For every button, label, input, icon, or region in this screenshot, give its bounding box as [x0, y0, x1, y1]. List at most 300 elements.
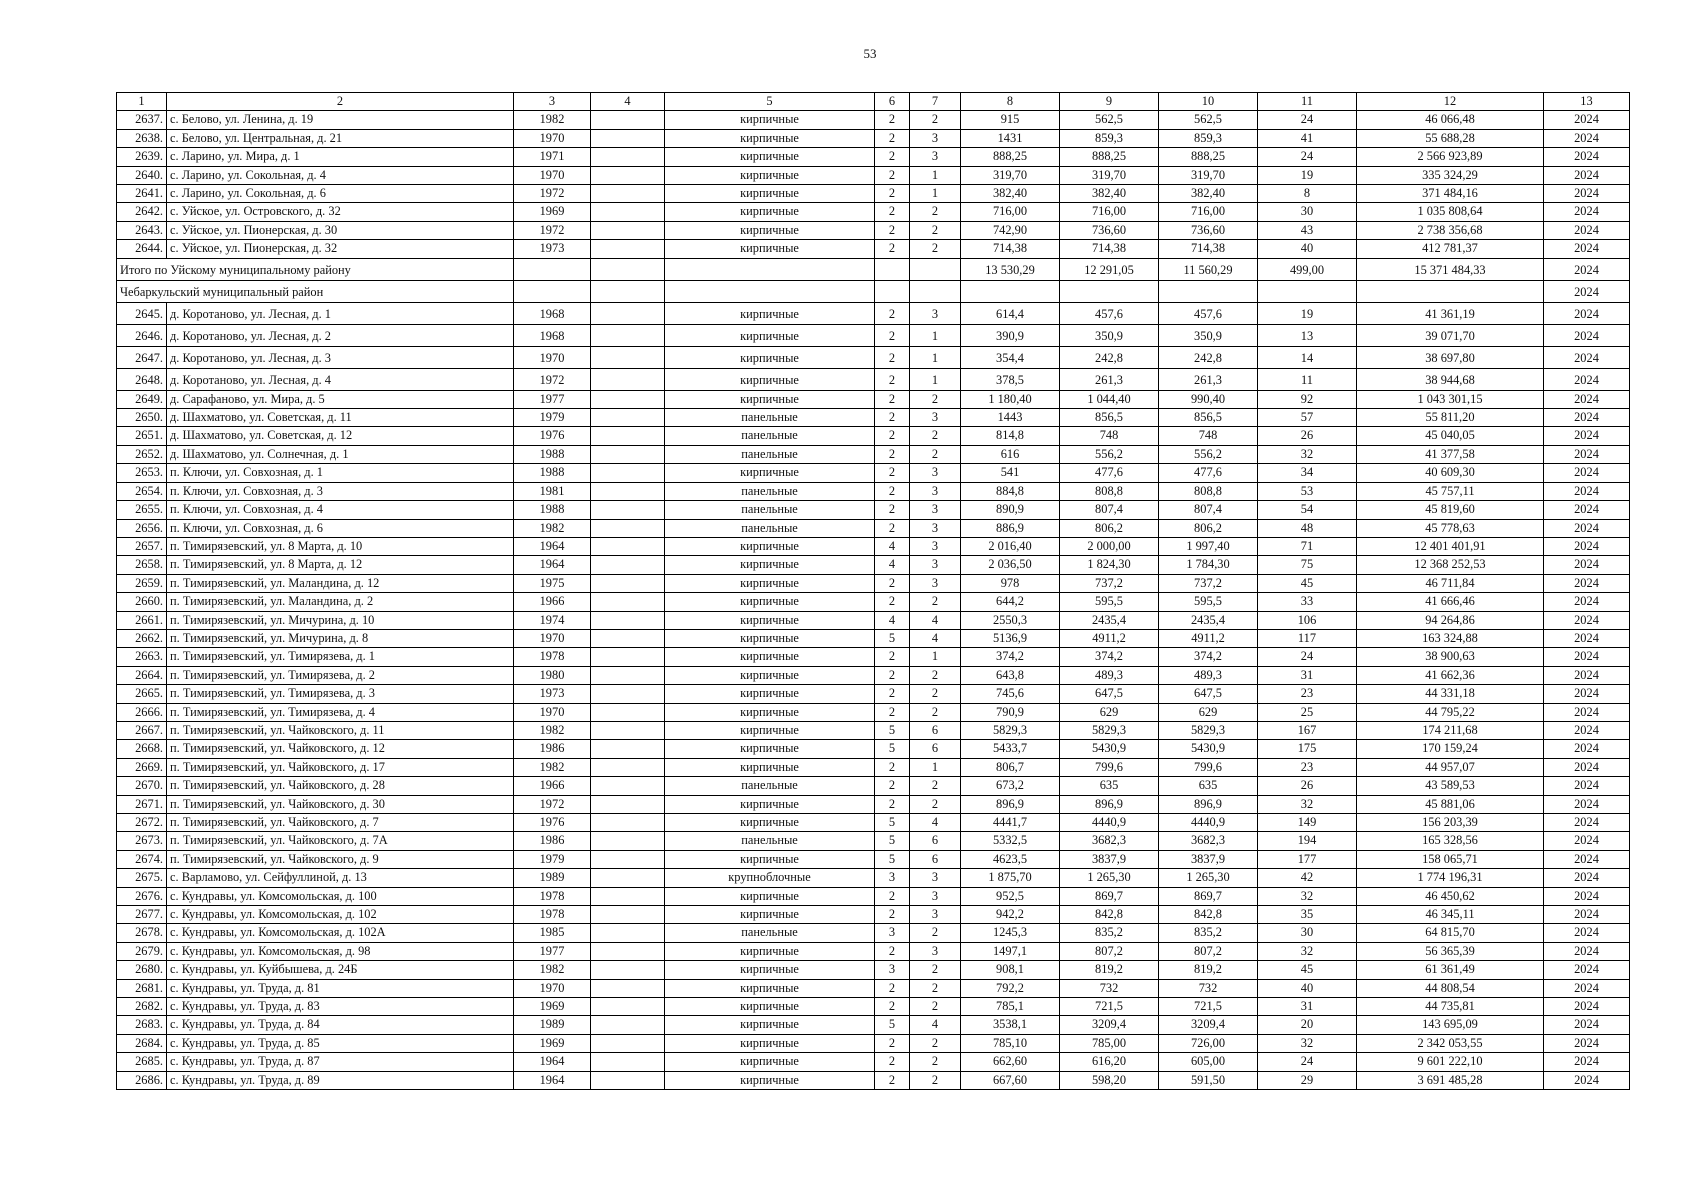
year-cell: 1986 — [514, 740, 591, 758]
table-row — [117, 795, 1630, 813]
area-cell: 5430,9 — [1060, 740, 1159, 758]
living-area-cell: 374,2 — [1159, 648, 1258, 666]
year-plan-cell: 2024 — [1544, 887, 1630, 905]
row-number-cell: 2682. — [117, 998, 167, 1016]
year-plan-cell: 2024 — [1544, 556, 1630, 574]
entrances-cell: 3 — [910, 501, 961, 519]
wall-material-cell: кирпичные — [665, 740, 875, 758]
wall-material-cell: кирпичные — [665, 148, 875, 166]
year-cell: 1979 — [514, 850, 591, 868]
residents-cell: 14 — [1258, 346, 1357, 368]
residents-cell: 149 — [1258, 814, 1357, 832]
wall-material-cell: крупноблочные — [665, 869, 875, 887]
area-cell: 556,2 — [1060, 445, 1159, 463]
area-cell: 807,2 — [1060, 942, 1159, 960]
row-number-cell: 2667. — [117, 721, 167, 739]
residents-cell: 40 — [1258, 240, 1357, 258]
total-area-cell: 884,8 — [961, 482, 1060, 500]
cost-cell: 2 738 356,68 — [1357, 221, 1544, 239]
year-cell: 1970 — [514, 166, 591, 184]
table-row — [117, 464, 1630, 482]
area-cell: 1 044,40 — [1060, 390, 1159, 408]
entrances-cell: 4 — [910, 814, 961, 832]
floors-cell: 2 — [875, 346, 910, 368]
living-area-cell: 716,00 — [1159, 203, 1258, 221]
row-number-cell: 2644. — [117, 240, 167, 258]
total-area-cell: 5136,9 — [961, 629, 1060, 647]
total-area-cell: 541 — [961, 464, 1060, 482]
col4-cell — [591, 869, 665, 887]
year-plan-cell: 2024 — [1544, 148, 1630, 166]
wall-material-cell: панельные — [665, 777, 875, 795]
residents-cell: 45 — [1258, 574, 1357, 592]
entrances-cell: 3 — [910, 556, 961, 574]
table-row — [117, 166, 1630, 184]
address-cell: с. Уйское, ул. Островского, д. 32 — [167, 203, 514, 221]
year-cell: 1989 — [514, 869, 591, 887]
area-cell: 374,2 — [1060, 648, 1159, 666]
entrances-cell: 2 — [910, 1034, 961, 1052]
year-plan-cell: 2024 — [1544, 302, 1630, 324]
wall-material-cell: кирпичные — [665, 574, 875, 592]
living-area-cell: 1 265,30 — [1159, 869, 1258, 887]
wall-material-cell: кирпичные — [665, 961, 875, 979]
year-plan-cell: 2024 — [1544, 111, 1630, 129]
cost-cell: 3 691 485,28 — [1357, 1071, 1544, 1089]
wall-material-cell: панельные — [665, 482, 875, 500]
table-row — [117, 611, 1630, 629]
living-area-cell: 714,38 — [1159, 240, 1258, 258]
area-cell: 859,3 — [1060, 129, 1159, 147]
year-cell: 1968 — [514, 324, 591, 346]
row-number-cell: 2678. — [117, 924, 167, 942]
living-area-cell: 799,6 — [1159, 758, 1258, 776]
residents-cell: 20 — [1258, 1016, 1357, 1034]
wall-material-cell: кирпичные — [665, 998, 875, 1016]
year-cell: 1985 — [514, 924, 591, 942]
address-cell: с. Кундравы, ул. Комсомольская, д. 102А — [167, 924, 514, 942]
residents-cell: 32 — [1258, 795, 1357, 813]
address-cell: п. Тимирязевский, ул. Тимирязева, д. 1 — [167, 648, 514, 666]
year-cell: 1982 — [514, 111, 591, 129]
year-plan-cell: 2024 — [1544, 611, 1630, 629]
year-cell: 1980 — [514, 666, 591, 684]
wall-material-cell: кирпичные — [665, 203, 875, 221]
total-area-cell: 12 291,05 — [1060, 258, 1159, 280]
year-plan-cell: 2024 — [1544, 129, 1630, 147]
floors-cell: 2 — [875, 445, 910, 463]
col4-cell — [591, 611, 665, 629]
total-area-cell: 1497,1 — [961, 942, 1060, 960]
floors-cell: 5 — [875, 629, 910, 647]
col4-cell — [591, 390, 665, 408]
area-cell: 785,00 — [1060, 1034, 1159, 1052]
area-cell: 319,70 — [1060, 166, 1159, 184]
cost-cell: 46 450,62 — [1357, 887, 1544, 905]
cost-cell: 44 735,81 — [1357, 998, 1544, 1016]
table-row — [117, 814, 1630, 832]
year-cell: 1982 — [514, 961, 591, 979]
year-plan-cell: 2024 — [1544, 258, 1630, 280]
total-area-cell: 888,25 — [961, 148, 1060, 166]
area-cell: 629 — [1060, 703, 1159, 721]
residents-cell: 177 — [1258, 850, 1357, 868]
wall-material-cell: кирпичные — [665, 185, 875, 203]
address-cell: с. Ларино, ул. Мира, д. 1 — [167, 148, 514, 166]
living-area-cell: 350,9 — [1159, 324, 1258, 346]
year-plan-cell: 2024 — [1544, 482, 1630, 500]
cost-cell: 2 342 053,55 — [1357, 1034, 1544, 1052]
row-number-cell: 2669. — [117, 758, 167, 776]
table-row — [117, 1053, 1630, 1071]
area-cell: 807,4 — [1060, 501, 1159, 519]
area-cell: 732 — [1060, 979, 1159, 997]
living-area-cell: 856,5 — [1159, 409, 1258, 427]
entrances-cell: 3 — [910, 148, 961, 166]
floors-cell: 2 — [875, 1071, 910, 1089]
row-number-cell: 2671. — [117, 795, 167, 813]
table-row — [117, 979, 1630, 997]
area-cell: 869,7 — [1060, 887, 1159, 905]
year-cell: 1982 — [514, 758, 591, 776]
col4-cell — [591, 814, 665, 832]
floors-cell: 2 — [875, 111, 910, 129]
wall-material-cell: кирпичные — [665, 1071, 875, 1089]
table-row — [117, 324, 1630, 346]
wall-material-cell: кирпичные — [665, 556, 875, 574]
address-cell: п. Ключи, ул. Совхозная, д. 1 — [167, 464, 514, 482]
address-cell: п. Тимирязевский, ул. Чайковского, д. 30 — [167, 795, 514, 813]
address-cell: с. Уйское, ул. Пионерская, д. 30 — [167, 221, 514, 239]
column-header: 2 — [167, 93, 514, 111]
total-area-cell: 5332,5 — [961, 832, 1060, 850]
address-cell: п. Ключи, ул. Совхозная, д. 4 — [167, 501, 514, 519]
wall-material-cell: кирпичные — [665, 537, 875, 555]
row-number-cell: 2640. — [117, 166, 167, 184]
floors-cell: 2 — [875, 166, 910, 184]
area-cell: 748 — [1060, 427, 1159, 445]
col4-cell — [591, 482, 665, 500]
address-cell: с. Кундравы, ул. Труда, д. 84 — [167, 1016, 514, 1034]
column-header: 5 — [665, 93, 875, 111]
cost-cell: 38 697,80 — [1357, 346, 1544, 368]
col4-cell — [591, 850, 665, 868]
cost-cell: 165 328,56 — [1357, 832, 1544, 850]
year-plan-cell: 2024 — [1544, 368, 1630, 390]
total-area-cell: 1 875,70 — [961, 869, 1060, 887]
row-number-cell: 2642. — [117, 203, 167, 221]
living-area-cell: 5829,3 — [1159, 721, 1258, 739]
residents-cell: 42 — [1258, 869, 1357, 887]
total-area-cell: 667,60 — [961, 1071, 1060, 1089]
wall-material-cell: кирпичные — [665, 324, 875, 346]
area-cell: 489,3 — [1060, 666, 1159, 684]
residents-cell: 19 — [1258, 302, 1357, 324]
row-number-cell: 2653. — [117, 464, 167, 482]
entrances-cell: 2 — [910, 961, 961, 979]
wall-material-cell: кирпичные — [665, 906, 875, 924]
entrances-cell: 3 — [910, 942, 961, 960]
address-cell: д. Сарафаново, ул. Мира, д. 5 — [167, 390, 514, 408]
address-cell: с. Белово, ул. Центральная, д. 21 — [167, 129, 514, 147]
row-number-cell: 2637. — [117, 111, 167, 129]
address-cell: п. Тимирязевский, ул. Чайковского, д. 12 — [167, 740, 514, 758]
floors-cell: 2 — [875, 390, 910, 408]
year-cell: 1982 — [514, 721, 591, 739]
table-row — [117, 740, 1630, 758]
year-cell: 1966 — [514, 777, 591, 795]
wall-material-cell: панельные — [665, 445, 875, 463]
floors-cell: 2 — [875, 240, 910, 258]
column-header: 9 — [1060, 93, 1159, 111]
year-plan-cell: 2024 — [1544, 979, 1630, 997]
address-cell: с. Кундравы, ул. Комсомольская, д. 100 — [167, 887, 514, 905]
row-number-cell: 2639. — [117, 148, 167, 166]
address-cell: п. Тимирязевский, ул. Чайковского, д. 17 — [167, 758, 514, 776]
cost-cell: 1 043 301,15 — [1357, 390, 1544, 408]
living-area-cell: 591,50 — [1159, 1071, 1258, 1089]
col4-cell — [591, 129, 665, 147]
year-plan-cell: 2024 — [1544, 906, 1630, 924]
year-cell: 1969 — [514, 998, 591, 1016]
floors-cell: 5 — [875, 832, 910, 850]
residents-cell: 23 — [1258, 685, 1357, 703]
address-cell: с. Кундравы, ул. Труда, д. 89 — [167, 1071, 514, 1089]
year-plan-cell: 2024 — [1544, 777, 1630, 795]
year-plan-cell: 2024 — [1544, 221, 1630, 239]
col4-cell — [591, 942, 665, 960]
cost-cell: 61 361,49 — [1357, 961, 1544, 979]
year-cell: 1978 — [514, 906, 591, 924]
year-plan-cell: 2024 — [1544, 203, 1630, 221]
total-area-cell: 915 — [961, 111, 1060, 129]
floors-cell: 2 — [875, 574, 910, 592]
address-cell: с. Ларино, ул. Сокольная, д. 4 — [167, 166, 514, 184]
wall-material-cell: кирпичные — [665, 887, 875, 905]
table-row — [117, 924, 1630, 942]
cost-cell: 371 484,16 — [1357, 185, 1544, 203]
area-cell: 721,5 — [1060, 998, 1159, 1016]
row-number-cell: 2645. — [117, 302, 167, 324]
address-cell: п. Тимирязевский, ул. Маландина, д. 2 — [167, 593, 514, 611]
table-row — [117, 850, 1630, 868]
year-cell: 1979 — [514, 409, 591, 427]
address-cell: п. Тимирязевский, ул. Тимирязева, д. 3 — [167, 685, 514, 703]
living-area-cell: 736,60 — [1159, 221, 1258, 239]
total-area-cell: 2 036,50 — [961, 556, 1060, 574]
wall-material-cell: панельные — [665, 501, 875, 519]
cost-cell: 44 795,22 — [1357, 703, 1544, 721]
year-cell: 1970 — [514, 703, 591, 721]
floors-cell: 5 — [875, 721, 910, 739]
floors-cell: 4 — [875, 537, 910, 555]
table-row — [117, 185, 1630, 203]
area-cell: 457,6 — [1060, 302, 1159, 324]
address-cell: д. Коротаново, ул. Лесная, д. 1 — [167, 302, 514, 324]
residents-cell: 31 — [1258, 998, 1357, 1016]
total-area-cell: 785,1 — [961, 998, 1060, 1016]
living-area-cell: 595,5 — [1159, 593, 1258, 611]
table-row — [117, 832, 1630, 850]
col4-cell — [591, 777, 665, 795]
table-row — [117, 648, 1630, 666]
living-area-cell: 807,2 — [1159, 942, 1258, 960]
area-cell: 714,38 — [1060, 240, 1159, 258]
cost-cell: 46 711,84 — [1357, 574, 1544, 592]
year-cell: 1982 — [514, 519, 591, 537]
row-number-cell: 2652. — [117, 445, 167, 463]
floors-cell: 4 — [875, 556, 910, 574]
cost-cell: 12 368 252,53 — [1357, 556, 1544, 574]
total-area-cell: 382,40 — [961, 185, 1060, 203]
wall-material-cell: кирпичные — [665, 1034, 875, 1052]
entrances-cell: 3 — [910, 464, 961, 482]
cost-cell: 1 774 196,31 — [1357, 869, 1544, 887]
residents-cell: 33 — [1258, 593, 1357, 611]
living-area-cell: 859,3 — [1159, 129, 1258, 147]
cost-cell: 46 066,48 — [1357, 111, 1544, 129]
entrances-cell: 2 — [910, 685, 961, 703]
floors-cell: 5 — [875, 814, 910, 832]
empty-cell — [875, 258, 910, 280]
row-number-cell: 2650. — [117, 409, 167, 427]
col4-cell — [591, 537, 665, 555]
floors-cell: 2 — [875, 427, 910, 445]
empty-cell — [514, 280, 591, 302]
entrances-cell: 3 — [910, 869, 961, 887]
floors-cell: 2 — [875, 685, 910, 703]
year-plan-cell: 2024 — [1544, 795, 1630, 813]
area-cell: 1 824,30 — [1060, 556, 1159, 574]
row-number-cell: 2651. — [117, 427, 167, 445]
wall-material-cell: кирпичные — [665, 221, 875, 239]
year-plan-cell: 2024 — [1544, 1034, 1630, 1052]
total-area-cell: 390,9 — [961, 324, 1060, 346]
cost-cell: 45 778,63 — [1357, 519, 1544, 537]
area-cell: 382,40 — [1060, 185, 1159, 203]
floors-cell: 5 — [875, 1016, 910, 1034]
living-area-cell: 990,40 — [1159, 390, 1258, 408]
table-row — [117, 942, 1630, 960]
cost-cell: 55 811,20 — [1357, 409, 1544, 427]
row-number-cell: 2681. — [117, 979, 167, 997]
area-cell: 2435,4 — [1060, 611, 1159, 629]
year-cell: 1988 — [514, 464, 591, 482]
total-label-cell: Итого по Уйскому муниципальному району — [117, 258, 514, 280]
empty-cell — [875, 280, 910, 302]
row-number-cell: 2649. — [117, 390, 167, 408]
col4-cell — [591, 979, 665, 997]
total-area-cell: 1443 — [961, 409, 1060, 427]
area-cell: 477,6 — [1060, 464, 1159, 482]
table-row — [117, 556, 1630, 574]
table-row — [117, 1016, 1630, 1034]
residents-cell: 32 — [1258, 445, 1357, 463]
floors-cell: 2 — [875, 593, 910, 611]
total-area-cell: 354,4 — [961, 346, 1060, 368]
entrances-cell: 2 — [910, 390, 961, 408]
year-cell: 1973 — [514, 240, 591, 258]
total-area-cell: 4623,5 — [961, 850, 1060, 868]
row-number-cell: 2683. — [117, 1016, 167, 1034]
address-cell: п. Тимирязевский, ул. 8 Марта, д. 12 — [167, 556, 514, 574]
residents-cell: 45 — [1258, 961, 1357, 979]
entrances-cell: 6 — [910, 850, 961, 868]
entrances-cell: 6 — [910, 740, 961, 758]
address-cell: п. Тимирязевский, ул. Мичурина, д. 10 — [167, 611, 514, 629]
col4-cell — [591, 795, 665, 813]
total-cost-cell: 15 371 484,33 — [1357, 258, 1544, 280]
wall-material-cell: кирпичные — [665, 850, 875, 868]
address-cell: п. Тимирязевский, ул. Чайковского, д. 11 — [167, 721, 514, 739]
cost-cell: 158 065,71 — [1357, 850, 1544, 868]
area-cell: 842,8 — [1060, 906, 1159, 924]
total-area-cell: 792,2 — [961, 979, 1060, 997]
year-plan-cell: 2024 — [1544, 814, 1630, 832]
area-cell: 896,9 — [1060, 795, 1159, 813]
area-cell: 598,20 — [1060, 1071, 1159, 1089]
col4-cell — [591, 961, 665, 979]
col4-cell — [591, 998, 665, 1016]
entrances-cell: 1 — [910, 368, 961, 390]
address-cell: п. Тимирязевский, ул. Чайковского, д. 9 — [167, 850, 514, 868]
floors-cell: 2 — [875, 795, 910, 813]
entrances-cell: 2 — [910, 795, 961, 813]
year-plan-cell: 2024 — [1544, 869, 1630, 887]
entrances-cell: 2 — [910, 445, 961, 463]
cost-cell: 56 365,39 — [1357, 942, 1544, 960]
area-cell: 736,60 — [1060, 221, 1159, 239]
row-number-cell: 2659. — [117, 574, 167, 592]
table-row — [117, 537, 1630, 555]
table-row — [117, 148, 1630, 166]
floors-cell: 2 — [875, 703, 910, 721]
wall-material-cell: панельные — [665, 924, 875, 942]
col4-cell — [591, 1034, 665, 1052]
table-row — [117, 629, 1630, 647]
area-cell: 5829,3 — [1060, 721, 1159, 739]
column-header: 4 — [591, 93, 665, 111]
entrances-cell: 2 — [910, 221, 961, 239]
living-area-cell: 605,00 — [1159, 1053, 1258, 1071]
col4-cell — [591, 648, 665, 666]
empty-cell — [665, 258, 875, 280]
floors-cell: 2 — [875, 906, 910, 924]
year-cell: 1964 — [514, 1053, 591, 1071]
col4-cell — [591, 445, 665, 463]
residents-cell: 41 — [1258, 129, 1357, 147]
total-area-cell: 11 560,29 — [1159, 258, 1258, 280]
wall-material-cell: кирпичные — [665, 758, 875, 776]
wall-material-cell: кирпичные — [665, 721, 875, 739]
wall-material-cell: кирпичные — [665, 703, 875, 721]
residents-cell: 13 — [1258, 324, 1357, 346]
total-area-cell: 806,7 — [961, 758, 1060, 776]
living-area-cell: 806,2 — [1159, 519, 1258, 537]
floors-cell: 2 — [875, 942, 910, 960]
entrances-cell: 6 — [910, 721, 961, 739]
residents-cell: 194 — [1258, 832, 1357, 850]
year-cell: 1972 — [514, 221, 591, 239]
year-plan-cell: 2024 — [1544, 703, 1630, 721]
table-row — [117, 409, 1630, 427]
area-cell: 888,25 — [1060, 148, 1159, 166]
row-number-cell: 2656. — [117, 519, 167, 537]
residents-cell: 29 — [1258, 1071, 1357, 1089]
column-header: 8 — [961, 93, 1060, 111]
col4-cell — [591, 240, 665, 258]
cost-cell: 41 666,46 — [1357, 593, 1544, 611]
